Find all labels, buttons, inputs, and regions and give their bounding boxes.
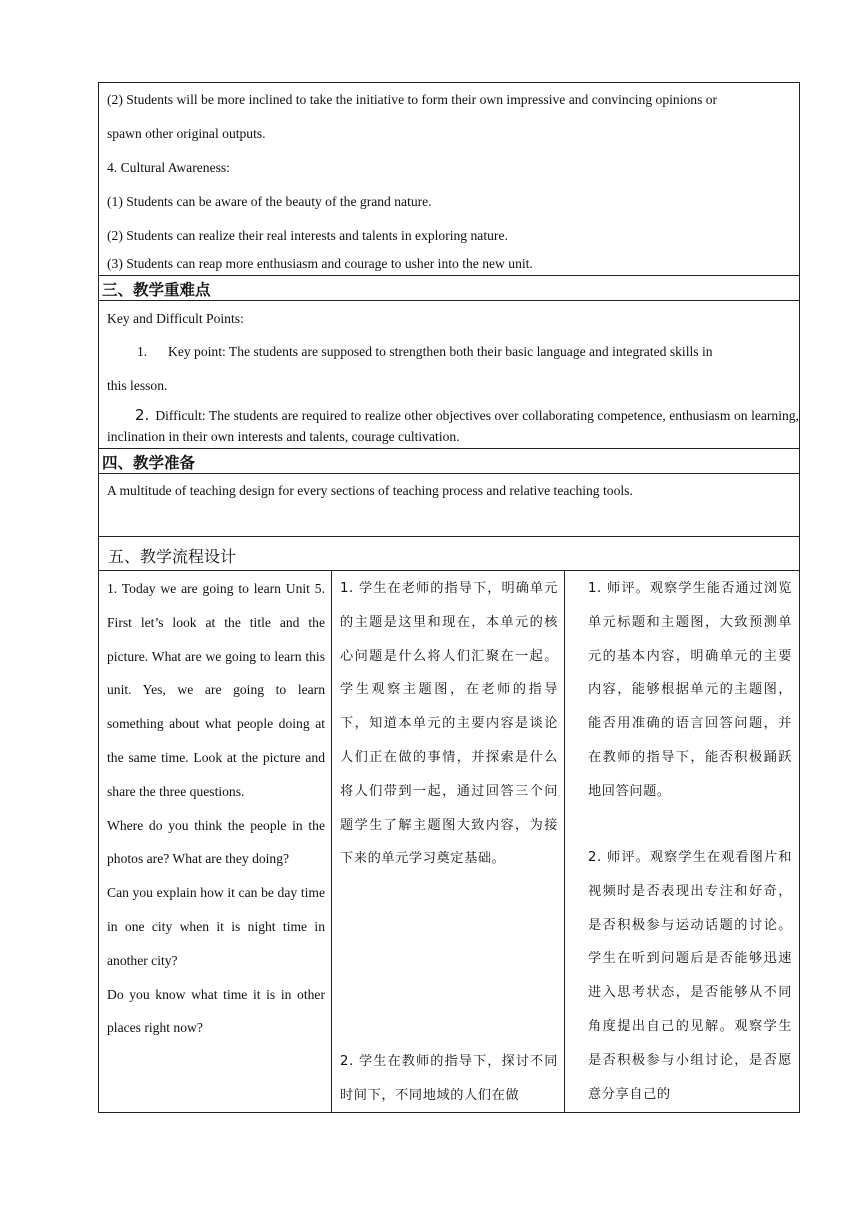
student-activity: 1. 学生在老师的指导下，明确单元的主题是这里和现在，本单元的核心问题是什么将人们汇聚在一起。学生观察主题图，在老师的指导下，知道本单元的主要内容是谈论人们正在做的事情，并探索是什么将人们带到一起，通过回答三个问题学生了解主题图大致内容，为接下来的单元学习奠定基础。 — [340, 581, 558, 867]
teacher-question: Can you explain how it can be day time in one city when it is night time in another city? — [107, 885, 325, 968]
teacher-activity: 1. Today we are going to learn Unit 5. First let’s look at the title and the picture. What are we going to learn this unit. Yes, we are going to learn something about what people doing at the same time. Look at the picture and share the three questions. — [107, 581, 325, 799]
key-points-title: Key and Difficult Points: — [107, 311, 244, 326]
preparation-text: A multitude of teaching design for every sections of teaching process and relative teaching tools. — [107, 483, 633, 498]
objectives-box — [98, 82, 800, 276]
cultural-item: (3) Students can reap more enthusiasm and courage to usher into the new unit. — [107, 256, 533, 271]
section-5-heading: 五、教学流程设计 — [108, 547, 237, 566]
section-4-heading: 四、教学准备 — [102, 454, 196, 472]
teacher-question: Where do you think the people in the photos are? What are they doing? — [107, 817, 325, 867]
cultural-awareness-heading: 4. Cultural Awareness: — [107, 160, 230, 175]
difficult-point-number: 2. — [135, 406, 150, 424]
section-4-header-box — [98, 448, 800, 474]
key-point-text: this lesson. — [107, 378, 168, 393]
cultural-item: (2) Students can realize their real interests and talents in exploring nature. — [107, 228, 508, 243]
assessment: 2. 师评。观察学生在观看图片和视频时是否表现出专注和好奇，是否积极参与运动话题的讨论。学生在听到问题后是否能够迅速进入思考状态，是否能够从不同角度提出自己的见解。观察学生是否积极参与小组讨论，是否愿意分享自己的 — [588, 850, 792, 1102]
column-divider — [564, 570, 565, 1113]
difficult-point — [107, 405, 799, 447]
objective-line: (2) Students will be more inclined to take the initiative to form their own impressive and convincing opinions or — [107, 92, 718, 107]
student-activity: 2. 学生在教师的指导下，探讨不同时间下，不同地域的人们在做 — [340, 1054, 558, 1103]
column-divider — [331, 570, 332, 1113]
objective-line: spawn other original outputs. — [107, 126, 266, 141]
key-point-number: 1. — [137, 344, 148, 359]
assessment-column — [588, 570, 792, 1102]
difficult-point-text: Difficult: The students are required to realize other objectives over collaborating competence, enthusiasm on learning, inclination in their own interests and talents, courage cultivation. — [107, 408, 799, 444]
section-3-heading: 三、教学重难点 — [102, 281, 211, 299]
student-activity-column — [340, 570, 558, 1103]
teacher-activity-column — [107, 570, 325, 1045]
assessment: 1. 师评。观察学生能否通过浏览单元标题和主题图，大致预测单元的基本内容，明确单元的主要内容，能够根据单元的主题图，能否用准确的语言回答问题，并在教师的指导下，能否积极踊跃地回答问题。 — [588, 581, 792, 799]
teacher-question: Do you know what time it is in other places right now? — [107, 986, 325, 1036]
key-point-text: Key point: The students are supposed to strengthen both their basic language and integrated skills in — [168, 344, 713, 359]
cultural-item: (1) Students can be aware of the beauty of the grand nature. — [107, 194, 432, 209]
